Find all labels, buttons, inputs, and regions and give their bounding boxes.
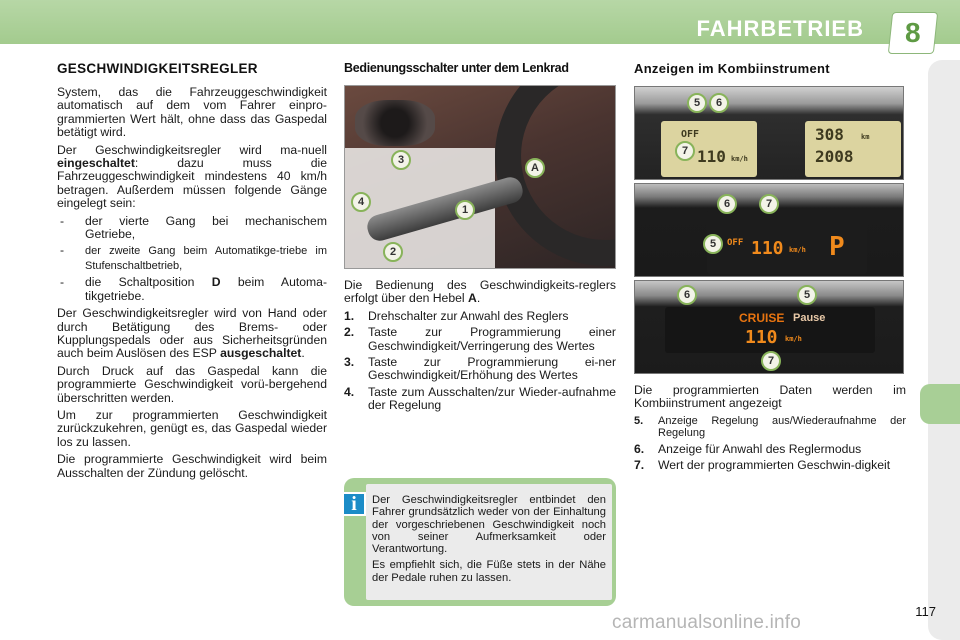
lcd-odometer-1: 308 <box>815 125 844 144</box>
list-item <box>634 415 906 440</box>
steering-wheel-shape <box>495 85 616 266</box>
text-bold: eingeschaltet <box>57 156 135 171</box>
lcd-speed-unit: km/h <box>785 335 802 343</box>
callout-5: 5 <box>703 234 723 254</box>
list-dash: - <box>60 213 65 228</box>
lcd-odometer-unit: km <box>861 133 870 141</box>
list-number: 3. <box>344 355 355 370</box>
lcd-speed-unit: km/h <box>731 155 748 163</box>
list-text: die Schaltposition <box>85 275 212 290</box>
gear-requirements-list <box>57 215 327 303</box>
list-text: Taste zur Programmierung ei-ner Geschwindigkeit/Erhöhung des Wertes <box>368 355 616 383</box>
chapter-tab-active[interactable] <box>920 384 960 424</box>
list-text: Taste zum Ausschalten/zur Wieder-aufnahme der Regelung <box>368 384 616 413</box>
list-number: 2. <box>344 325 355 340</box>
list-dash: - <box>60 243 65 258</box>
text-run: Der Geschwindigkeitsregler wird ma-nuell <box>57 142 327 157</box>
callout-6: 6 <box>717 194 737 214</box>
text-run: . <box>301 346 305 361</box>
chapter-number-box <box>888 12 938 54</box>
paragraph-display-intro: Die programmierten Daten werden im Kombiinstrument angezeigt <box>634 383 906 411</box>
text-bold: ausgeschaltet <box>220 346 302 361</box>
list-text: der vierte Gang bei mechanischem Getriebe, <box>85 213 327 242</box>
section-heading: Anzeigen im Kombiinstrument <box>634 61 830 76</box>
lcd-pause-label: Pause <box>793 312 826 324</box>
chapter-title: FAHRBETRIEB <box>696 16 864 41</box>
callout-4: 4 <box>351 192 371 212</box>
info-paragraph-feet: Es empfiehlt sich, die Füße stets in der Nähe der Pedale ruhen zu lassen. <box>372 559 606 584</box>
info-box-content <box>366 484 612 600</box>
callout-7: 7 <box>761 351 781 371</box>
callout-3: 3 <box>391 150 411 170</box>
list-text: Anzeige Regelung aus/Wiederaufnahme der Regelung <box>658 414 906 440</box>
list-text: Taste zur Programmierung einer Geschwindigkeit/Verringerung des Wertes <box>368 325 616 353</box>
lcd-cruise-label: CRUISE <box>739 311 785 325</box>
paragraph-lever-intro <box>344 279 616 306</box>
paragraph-override: Durch Druck auf das Gaspedal kann die programmierte Geschwindigkeit vorü-bergehend überschritten werden. <box>57 363 327 405</box>
lcd-speed-value: 110 <box>697 147 726 166</box>
list-item <box>344 356 616 383</box>
list-item <box>57 244 327 273</box>
lcd-off-label: OFF <box>727 238 744 248</box>
column-steering-controls <box>344 61 616 416</box>
section-heading: Bedienungsschalter unter dem Lenkrad <box>344 61 569 75</box>
list-text: Anzeige für Anwahl des Reglermodus <box>658 441 862 456</box>
list-number: 1. <box>344 308 355 323</box>
lcd-speed-value: 110 <box>745 327 778 348</box>
text-run: Der Geschwindigkeitsregler wird von Hand oder durch Betätigung des Brems- oder Kupplungspedals oder aus Sicherheitsgründen auch beim Auslösen des ESP <box>57 306 327 361</box>
callout-6: 6 <box>677 285 697 305</box>
callout-7: 7 <box>675 141 695 161</box>
paragraph-return: Um zur programmierten Geschwindigkeit zurückzukehren, genügt es, das Gaspedal wieder los zu lassen. <box>57 407 327 449</box>
control-items-list <box>344 310 616 413</box>
callout-1: 1 <box>455 200 475 220</box>
list-number: 4. <box>344 384 355 399</box>
air-vent-shape <box>355 100 435 146</box>
instrument-display-1 <box>634 86 904 180</box>
paragraph-deactivation <box>57 307 327 361</box>
paragraph-activation <box>57 144 327 211</box>
list-text: Wert der programmierten Geschwin-digkeit <box>658 458 891 473</box>
paragraph-ignition: Die programmierte Geschwindigkeit wird beim Ausschalten der Zündung gelöscht. <box>57 452 327 480</box>
lcd-speed-value: 110 <box>751 238 784 259</box>
lcd-odometer-2: 2008 <box>815 147 854 166</box>
list-number: 7. <box>634 458 645 473</box>
list-text: Drehschalter zur Anwahl des Reglers <box>368 308 569 323</box>
column-cruise-control-intro <box>57 61 327 484</box>
callout-7: 7 <box>759 194 779 214</box>
text-bold: D <box>211 275 221 290</box>
lcd-speed-unit: km/h <box>789 246 806 254</box>
steering-stalk-photo <box>344 85 616 269</box>
list-text: beim Automa-tikgetriebe. <box>85 275 327 303</box>
info-icon: i <box>342 492 366 516</box>
instrument-display-2 <box>634 183 904 277</box>
text-bold: A <box>468 291 477 306</box>
text-run: : dazu muss die Fahrzeuggeschwindigkeit mindestens 40 km/h betragen. Außerdem müssen folgende Gänge eingelegt sein: <box>57 156 327 211</box>
list-item <box>57 276 327 303</box>
callout-A: A <box>525 158 545 178</box>
info-box <box>344 478 616 606</box>
display-items-list <box>634 415 906 473</box>
info-paragraph-responsibility: Der Geschwindigkeitsregler entbindet den Fahrer grundsätzlich weder von der Einhaltung der vorgeschriebenen Geschwindigkeit noch von seiner Aufmerksamkeit oder Verantwortung. <box>372 494 606 556</box>
chapter-tab-strip <box>928 60 960 640</box>
page-number: 117 <box>915 604 936 619</box>
site-watermark: carmanualsonline.info <box>612 612 802 633</box>
list-item <box>344 326 616 353</box>
list-item <box>634 459 906 472</box>
callout-2: 2 <box>383 242 403 262</box>
text-run: . <box>476 291 481 306</box>
column-instrument-displays <box>634 61 906 476</box>
chapter-number: 8 <box>905 17 921 48</box>
lcd-gear-indicator: P <box>829 232 845 262</box>
list-text: der zweite Gang beim Automatikge-triebe im Stufenschaltbetrieb, <box>85 245 327 272</box>
paragraph-definition: System, das die Fahrzeuggeschwindigkeit automatisch auf dem vom Fahrer einpro-grammierten Wert hält, ohne dass das Gaspedal betätigt wird. <box>57 85 327 140</box>
list-item <box>634 443 906 456</box>
section-heading: GESCHWINDIGKEITSREGLER <box>57 61 258 76</box>
list-item <box>344 310 616 323</box>
callout-5: 5 <box>797 285 817 305</box>
list-item <box>344 386 616 413</box>
list-dash: - <box>60 275 65 290</box>
list-number: 5. <box>634 414 644 427</box>
instrument-display-3 <box>634 280 904 374</box>
lcd-off-label: OFF <box>681 129 700 140</box>
callout-6: 6 <box>709 93 729 113</box>
list-number: 6. <box>634 441 645 456</box>
text-run: Die Bedienung des Geschwindigkeits-reglers erfolgt über den Hebel <box>344 278 616 306</box>
callout-5: 5 <box>687 93 707 113</box>
list-item <box>57 215 327 242</box>
